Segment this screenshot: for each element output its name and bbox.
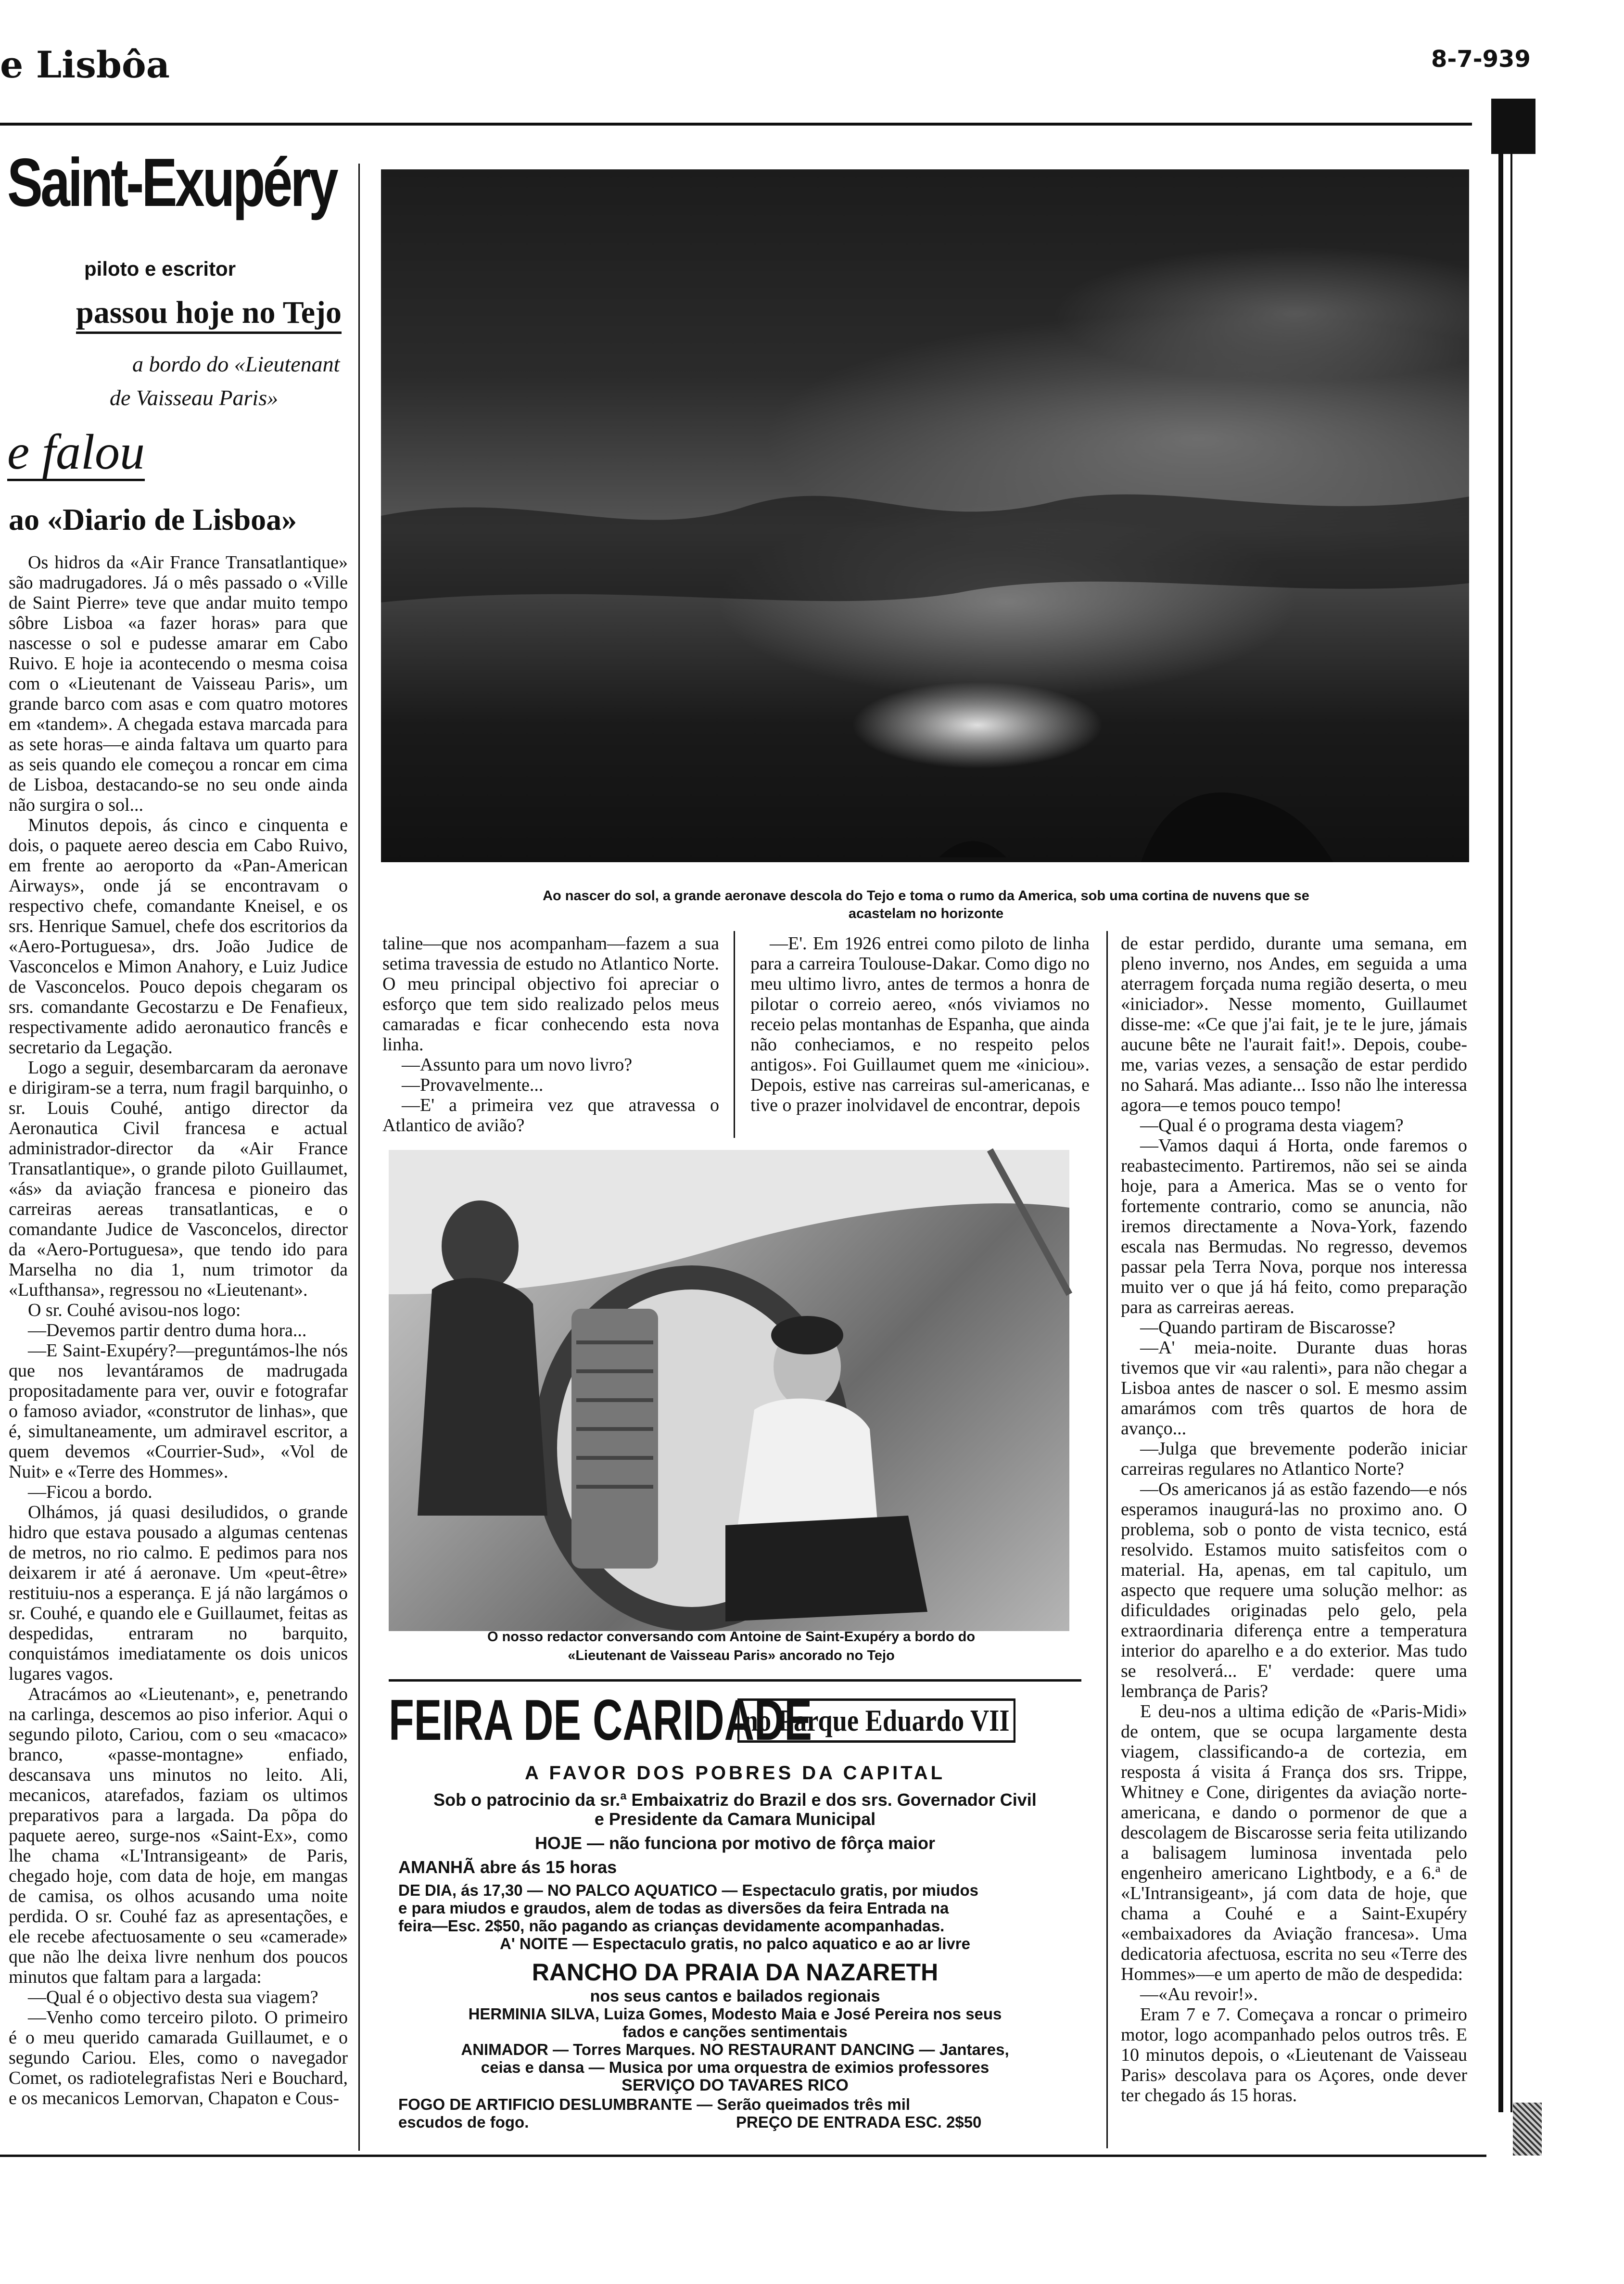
col4-paragraph: Eram 7 e 7. Começava a roncar o primeiro motor, logo acompanhado pelos outros três. E 10 minutos depois, o «Lieutenant de Vaisseau Paris» descolava para os Açores, onde dever ter chegado ás 15 horas.	[1121, 2004, 1467, 2105]
col2-paragraph: —E' a primeira vez que atravessa o Atlantico de avião?	[382, 1095, 719, 1136]
col4-paragraph: —Julga que brevemente poderão iniciar carreiras regulares no Atlantico Norte?	[1121, 1439, 1467, 1479]
col4-paragraph: —«Au revoir!».	[1140, 1984, 1258, 2004]
col1-paragraph: Olhámos, já quasi desiludidos, o grande hidro que estava pousado a algumas centenas de metros, no rio calmo. E pedimos para nos deixarem ir até á aeronave. Um «peut-être» restituiu-nos a esperança. E já não largámos o sr. Couhé, e quando ele e Guillaumet, feitas as despedidas, entraram no barquito, conquistámos imediatamente os dois unicos lugares vagos.	[9, 1502, 348, 1684]
issue-date: 8-7-939	[1431, 46, 1531, 73]
sunrise-photo-caption-2: acastelam no horizonte	[848, 906, 1004, 921]
ad-fogo-2b: PREÇO DE ENTRADA ESC. 2$50	[736, 2113, 982, 2131]
ad-rancho-sub: nos seus cantos e bailados regionais	[590, 1987, 880, 2005]
col1-paragraph: —Devemos partir dentro duma hora...	[28, 1320, 307, 1340]
col1-paragraph: O sr. Couhé avisou-nos logo:	[28, 1300, 241, 1320]
col1-paragraph: —Ficou a bordo.	[28, 1482, 152, 1502]
ad-patron-1: Sob o patrocinio da sr.ª Embaixatriz do Brazil e dos srs. Governador Civil	[433, 1790, 1037, 1810]
ad-favor: A FAVOR DOS POBRES DA CAPITAL	[524, 1762, 946, 1784]
column-divider	[358, 164, 360, 2151]
col1-paragraph: Logo a seguir, desembarcaram da aeronave e dirigiram-se a terra, num fragil barquinho, o sr. Louis Couhé, antigo director da Aeronautica Civil francesa e actual administrador-director da «Air France Transatlantique», o grande piloto Guillaumet, «ás» da aviação francesa e pioneiro das carreiras aereas transatlanticas, e o comandante Judice de Vasconcelos, director da «Aero-Portuguesa», que tendo ido para Marselha no dia 1, num trimotor da «Lufthansa», regressou no «Lieutenant».	[9, 1058, 348, 1300]
col4-paragraph: de estar perdido, durante uma semana, em pleno inverno, nos Andes, em seguida a uma aterragem forçada numa região deserta, o meu «iniciador». Nesse momento, Guillaumet disse-me: «Ce que j'ai fait, je te le jure, jámais aucune bête ne l'aurait fait!». Depois, coube-me, varias vezes, a sensação de estar perdido no Sahará. Mas adiante... Isso não lhe interessa agora—e temos pouco tempo!	[1121, 933, 1467, 1115]
ad-artistas-1: HERMINIA SILVA, Luiza Gomes, Modesto Maia e José Pereira nos seus	[468, 2005, 1002, 2023]
col1-paragraph: Minutos depois, ás cinco e cinquenta e dois, o paquete aereo descia em Cabo Ruivo, em frente ao aeroporto da «Pan-American Airways», onde já se encontravam o respectivo chefe, comandante Kneisel, e os srs. Henrique Samuel, chefe dos escritorios da «Aero-Portuguesa», drs. João Judice de Vasconcelos e Mimon Anahory, e Luiz Judice de Vasconcelos. Pouco depois chegaram os srs. comandante Gecostarzu e De Fenafieux, respectivamente adido aeronautico francês e secretario da Legação.	[9, 815, 348, 1058]
col4-paragraph: —Qual é o programa desta viagem?	[1140, 1115, 1404, 1136]
right-border-line-2	[1510, 140, 1512, 2112]
ad-dia-3: feira—Esc. 2$50, não pagando as crianças devidamente acompanhadas.	[398, 1917, 945, 1935]
col3-paragraph: —E'. Em 1926 entrei como piloto de linha para a carreira Toulouse-Dakar. Como digo no meu ultimo livro, antes de termos a honra de pilotar o correio aereo, «nós viviamos no receio pelas montanhas de Espanha, que ainda não conheciamos, e no respeito pelos antigos». Foi Guillaumet quem me «iniciou». Depois, estive nas carreiras sul-americanas, e tive o prazer inolvidavel de encontrar, depois	[750, 933, 1090, 1115]
ad-animador-1: ANIMADOR — Torres Marques. NO RESTAURANT DANCING — Jantares,	[461, 2041, 1009, 2058]
col1-paragraph: —E Saint-Exupéry?—preguntámos-lhe nós que nos levantáramos de madrugada propositadamente para ver, ouvir e fotografar o famoso aviador, «construtor de linhas», que é, simultaneamente, um admiravel escritor, a quem devemos «Courrier-Sud», «Vol de Nuit» e «Terre des Hommes».	[9, 1340, 348, 1482]
corner-block	[1491, 99, 1535, 154]
right-border-line	[1498, 140, 1503, 2112]
bottom-rule	[0, 2155, 1486, 2157]
header-rule	[0, 123, 1472, 126]
column-divider	[734, 931, 735, 1138]
interview-photo-caption-1: O nosso redactor conversando com Antoine de Saint-Exupéry a bordo do	[487, 1629, 976, 1645]
masthead-fragment: e Lisbôa	[0, 43, 170, 86]
article-column-2	[382, 933, 719, 1140]
col1-paragraph: —Venho como terceiro piloto. O primeiro é o meu querido camarada Guillaumet, e o segundo Cariou. Eles, como o navegador Comet, os radiotelegrafistas Neri e Bouchard, e os mecanicos Lemorvan, Chapaton e Cous-	[9, 2007, 348, 2108]
ad-box	[389, 1682, 1081, 2110]
ad-location: no Parque Eduardo VII	[737, 1698, 1015, 1743]
ad-hoje: HOJE — não funciona por motivo de fôrça maior	[534, 1833, 936, 1853]
col1-paragraph: —Qual é o objectivo desta sua viagem?	[28, 1987, 318, 2007]
ad-artistas-2: fados e canções sentimentais	[622, 2023, 848, 2041]
col4-paragraph: —Vamos daqui á Horta, onde faremos o reabastecimento. Partiremos, não sei se ainda hoje, para a America. Mas se o vento for fortemente contrario, como se anuncia, não iremos directamente a Nova-York, fazendo escala nas Bermudas. No regresso, devemos passar pela Terra Nova, porque nos interessa muito ver o que já há feito, como preparação para as carreiras aereas.	[1121, 1136, 1467, 1317]
headline-sub-2: passou hoje no Tejo	[76, 296, 342, 334]
headline-title: Saint-Exupéry	[7, 144, 336, 221]
col4-paragraph: —A' meia-noite. Durante duas horas tivemos que vir «au ralenti», para não chegar a Lisboa antes de nascer o sol. E mesmo assim amarámos com três quartos de hora de avanço...	[1121, 1338, 1467, 1439]
col2-paragraph: taline—que nos acompanham—fazem a sua setima travessia de estudo no Atlantico Norte. O meu principal objectivo foi apreciar o esforço que tem sido realizado pelos meus camaradas e ficar conhecendo esta nova linha.	[382, 933, 719, 1055]
col4-paragraph: —Quando partiram de Biscarosse?	[1140, 1317, 1396, 1338]
headline-sub-1: piloto e escritor	[84, 257, 236, 280]
sunrise-photo	[381, 169, 1469, 862]
ad-rancho: RANCHO DA PRAIA DA NAZARETH	[532, 1959, 939, 1986]
ad-title: FEIRA DE CARIDADE	[389, 1688, 812, 1752]
col1-paragraph: Os hidros da «Air France Transatlantique» são madrugadores. Já o mês passado o «Ville de Saint Pierre» teve que andar muito tempo sôbre Lisboa «a fazer horas» para que nascesse o sol e pudesse amarar em Cabo Ruivo. E hoje ia acontecendo o mesma coisa com o «Lieutenant de Vaisseau Paris», um grande barco com asas e com quatro motores em «tandem». A chegada estava marcada para as sete horas—e ainda faltava um quarto para as seis quando ele começou a roncar em cima de Lisboa, destacando-se no seu onde ainda não surgira o sol...	[9, 552, 348, 815]
interview-photo	[389, 1150, 1069, 1631]
ad-amanha: AMANHÃ abre ás 15 horas	[398, 1857, 617, 1877]
col4-paragraph: —Os americanos já as estão fazendo—e nós esperamos inaugurá-las no proximo ano. O problema, sob o ponto de vista tecnico, está resolvido. Estamos muito satisfeitos com o material. Ha, apenas, em tal capitulo, um aspecto que requere uma solução melhor: as dificuldades originadas pelo gelo, pela extraordinaria diferença entre a temperatura interior do aparelho e a do exterior. Mas tudo se resolverá... E' verdade: quere uma lembrança de Paris?	[1121, 1479, 1467, 1701]
col1-paragraph: Atracámos ao «Lieutenant», e, penetrando na carlinga, descemos ao piso inferior. Aqui o segundo piloto, Cariou, com o seu «macaco» branco, «passe-montagne» enfiado, descansava uns minutos no leito. Ali, mecanicos, atarefados, faziam os ultimos preparativos para a largada. Da põpa do paquete aereo, surge-nos «Saint-Ex», como lhe chama «L'Intransigeant» de Paris, chegado hoje, com data de hoje, em mangas de camisa, os olhos acusando uma noite perdida. O sr. Couhé faz as apresentações, e ele recebe afectuosamente o seu «camerade» que não lhe deixa livre nenhum dos poucos minutos que faltam para a largada:	[9, 1684, 348, 1987]
headline-sub-4: e falou	[7, 426, 145, 481]
column-divider	[1106, 931, 1108, 2148]
ad-dia-1: DE DIA, ás 17,30 — NO PALCO AQUATICO — Espectaculo gratis, por miudos	[398, 1881, 978, 1899]
ad-fogo-2a: escudos de fogo.	[398, 2113, 529, 2131]
article-column-1	[9, 552, 348, 2150]
interview-photo-caption-2: «Lieutenant de Vaisseau Paris» ancorado no Tejo	[568, 1648, 895, 1663]
ad-servico: SERVIÇO DO TAVARES RICO	[622, 2076, 849, 2094]
article-column-3	[750, 933, 1090, 1140]
article-column-4	[1121, 933, 1467, 2105]
ad-animador-2: ceias e dansa — Musica por uma orquestra de eximios professores	[481, 2058, 990, 2076]
col2-paragraph: —Provavelmente...	[402, 1075, 544, 1095]
headline-sub-3a: a bordo do «Lieutenant	[132, 352, 340, 376]
sunrise-photo-caption-1: Ao nascer do sol, a grande aeronave descola do Tejo e toma o rumo da America, sob uma cortina de nuvens que se	[543, 888, 1309, 904]
ad-dia-2: e para miudos e graudos, alem de todas as diversões da feira Entrada na	[398, 1899, 949, 1917]
corner-noise	[1513, 2103, 1542, 2156]
ad-fogo-1: FOGO DE ARTIFICIO DESLUMBRANTE — Serão queimados três mil	[398, 2095, 911, 2113]
col4-paragraph: E deu-nos a ultima edição de «Paris-Midi» de ontem, que se ocupa largamente desta viagem, classificando-a de cortezia, em resposta á visita á França dos srs. Trippe, Whitney e Cone, dirigentes da aviação norte-americana, e dando o pormenor de que a descolagem de Biscarosse seria feita utilizando a balisagem luminosa inventada pelo engenheiro americano Lightbody, e a 6.ª de «L'Intransigeant», já com data de hoje, que chama a Couhé e a Saint-Exupéry «embaixadores da Aviação francesa». Uma dedicatoria afectuosa, escrita no seu «Terre des Hommes»—e um aperto de mão de despedida:	[1121, 1701, 1467, 1984]
col2-paragraph: —Assunto para um novo livro?	[402, 1055, 633, 1075]
headline-sub-5: ao «Diario de Lisboa»	[9, 502, 297, 536]
headline-sub-3b: de Vaisseau Paris»	[110, 385, 279, 410]
ad-noite: A' NOITE — Espectaculo gratis, no palco aquatico e ao ar livre	[500, 1935, 970, 1952]
ad-patron-2: e Presidente da Camara Municipal	[594, 1809, 876, 1829]
